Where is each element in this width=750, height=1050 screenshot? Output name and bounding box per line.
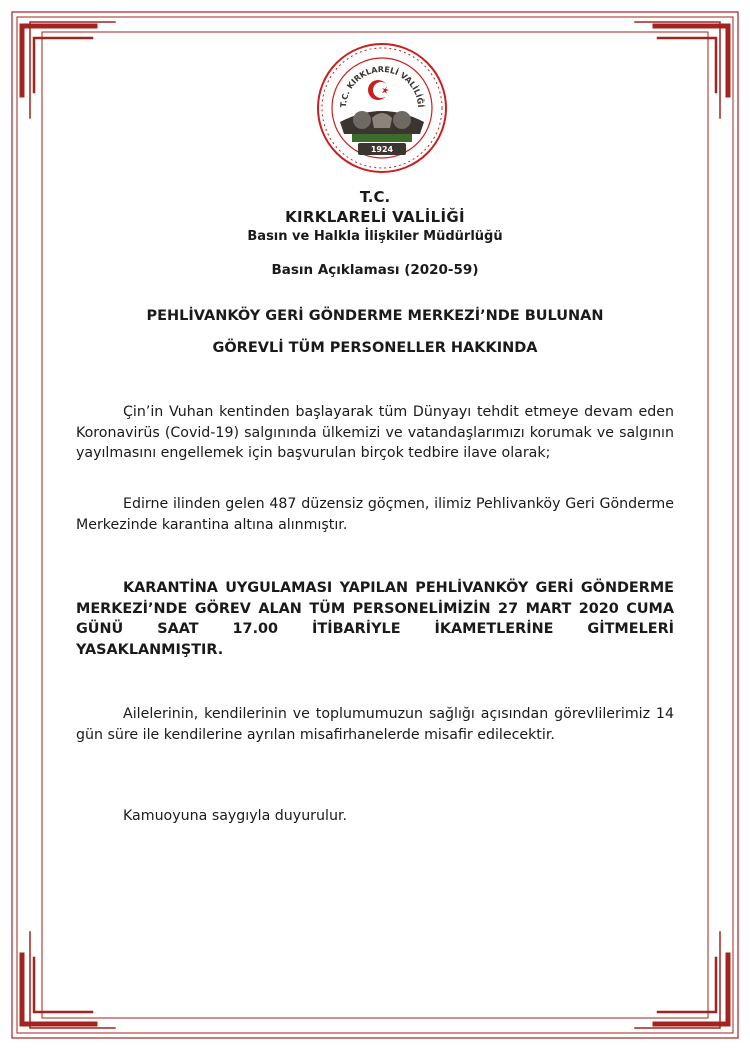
headline-line-2: GÖREVLİ TÜM PERSONELLER HAKKINDA: [212, 340, 538, 356]
press-statement-number: Basın Açıklaması (2020-59): [271, 262, 479, 278]
body-paragraph-2: Edirne ilinden gelen 487 düzensiz göçmen, ilimiz Pehlivanköy Geri Gönderme Merkezinde karantina altına alınmıştır.: [76, 496, 674, 533]
body-paragraph-1: Çin’in Vuhan kentinden başlayarak tüm Dünyayı tehdit etmeye devam eden Koronavirüs (Covid-19) salgınında ülkemizi ve vatandaşlarımızı korumak ve salgının yayılmasını engellemek için başvurulan birçok tedbire ilave olarak;: [76, 404, 674, 461]
body-paragraph-4: Ailelerinin, kendilerinin ve toplumumuzun sağlığı açısından görevlilerimiz 14 gün süre ile kendilerine ayrılan misafirhanelerde misafir edilecektir.: [76, 706, 674, 743]
header-tc: T.C.: [359, 188, 391, 206]
governorship-emblem-logo: [316, 42, 448, 174]
emblem-year: 1924: [370, 145, 394, 154]
header-directorate: Basın ve Halkla İlişkiler Müdürlüğü: [247, 229, 503, 244]
closing-line: Kamuoyuna saygıyla duyurulur.: [123, 808, 347, 824]
header-governorship: KIRKLARELİ VALİLİĞİ: [285, 208, 465, 226]
body-paragraph-announcement: KARANTİNA UYGULAMASI YAPILAN PEHLİVANKÖY GERİ GÖNDERME MERKEZİ’NDE GÖREV ALAN TÜM PERSONELİMİZİN 27 MART 2020 CUMA GÜNÜ SAAT 17.00 İTİBARİYLE İKAMETLERİNE GİTMELERİ YASAKLANMIŞTIR.: [76, 580, 674, 658]
headline-line-1: PEHLİVANKÖY GERİ GÖNDERME MERKEZİ’NDE BULUNAN: [146, 308, 604, 324]
emblem-ring-text: T.C. KIRKLARELİ VALİLİĞİ: [338, 64, 426, 108]
